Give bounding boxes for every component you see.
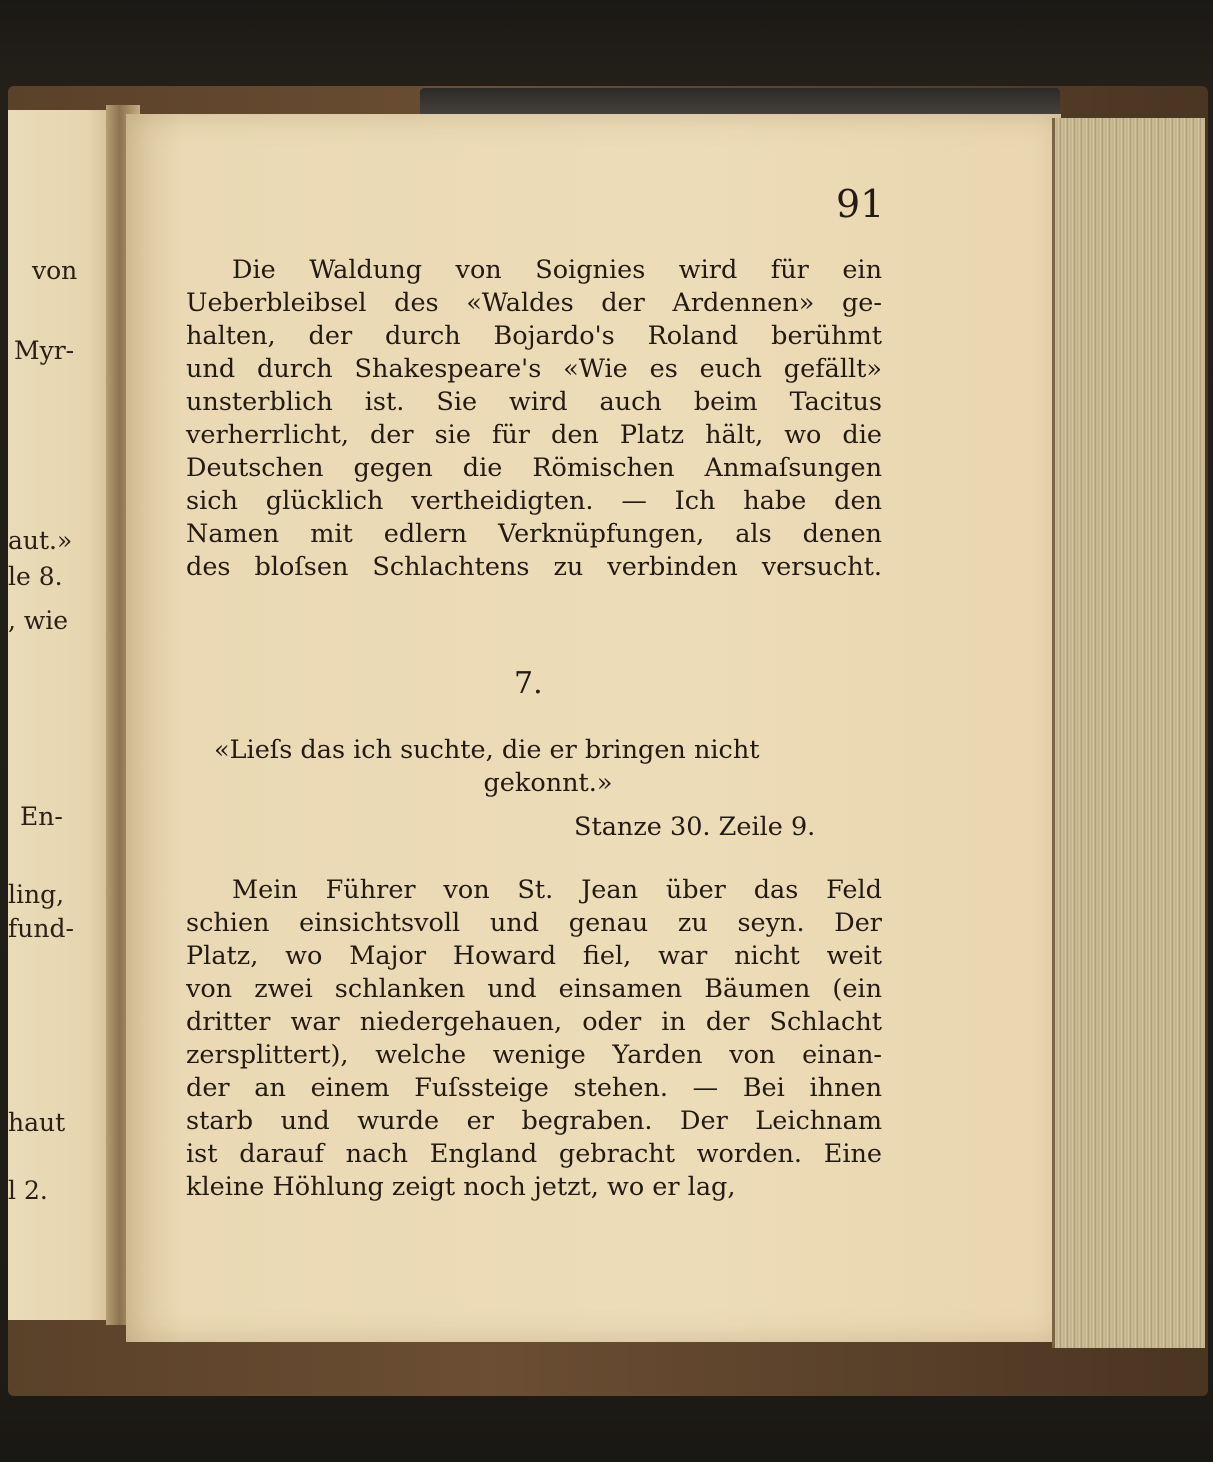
paragraph-1 bbox=[186, 254, 882, 584]
citation: Stanze 30. Zeile 9. bbox=[574, 812, 816, 842]
text-line: Ueberbleibsel des «Waldes der Ardennen» ge- bbox=[186, 288, 882, 318]
left-page-fragment: le 8. bbox=[8, 562, 63, 591]
paragraph-2 bbox=[186, 874, 882, 1204]
left-page-fragment: En- bbox=[20, 802, 63, 831]
quote-line: gekonnt.» bbox=[483, 768, 613, 798]
text-line: dritter war niedergehauen, oder in der Schlacht bbox=[186, 1007, 882, 1037]
text-line: schien einsichtsvoll und genau zu seyn. Der bbox=[186, 908, 882, 938]
left-page-fragment: ling, bbox=[8, 880, 65, 909]
text-line: und durch Shakespeare's «Wie es euch gefällt» bbox=[186, 354, 882, 384]
text-line: Mein Führer von St. Jean über das Feld bbox=[232, 875, 882, 905]
quotation bbox=[214, 734, 882, 800]
text-line: der an einem Fuſssteige stehen. — Bei ihnen bbox=[186, 1073, 882, 1103]
text-line: zersplittert), welche wenige Yarden von einan- bbox=[186, 1040, 882, 1070]
left-page-fragment: , wie bbox=[8, 606, 69, 635]
quote-line: «Lieſs das ich suchte, die er bringen nicht bbox=[214, 735, 760, 765]
text-line: des bloſsen Schlachtens zu verbinden versucht. bbox=[186, 552, 882, 582]
text-line: halten, der durch Bojardo's Roland berühmt bbox=[186, 321, 882, 351]
left-page-fragment: von bbox=[32, 256, 78, 285]
left-page-fragment: Myr- bbox=[14, 336, 75, 365]
page-edges bbox=[1052, 118, 1205, 1348]
left-page-fragment: aut.» bbox=[8, 526, 73, 555]
text-line: kleine Höhlung zeigt noch jetzt, wo er lag, bbox=[186, 1172, 736, 1202]
text-line: Namen mit edlern Verknüpfungen, als denen bbox=[186, 519, 882, 549]
section-number: 7. bbox=[514, 666, 543, 701]
text-line: verherrlicht, der sie für den Platz hält, wo die bbox=[186, 420, 882, 450]
text-line: starb und wurde er begraben. Der Leichnam bbox=[186, 1106, 882, 1136]
left-page-fragment: fund- bbox=[8, 914, 74, 943]
text-line: Platz, wo Major Howard fiel, war nicht weit bbox=[186, 941, 882, 971]
text-line: von zwei schlanken und einsamen Bäumen (ein bbox=[186, 974, 882, 1004]
left-page-fragment: haut bbox=[8, 1108, 66, 1137]
text-line: unsterblich ist. Sie wird auch beim Tacitus bbox=[186, 387, 882, 417]
left-page-fragment: l 2. bbox=[8, 1176, 48, 1205]
text-line: Deutschen gegen die Römischen Anmaſsungen bbox=[186, 453, 882, 483]
text-line: ist darauf nach England gebracht worden. Eine bbox=[186, 1139, 882, 1169]
left-page bbox=[8, 110, 120, 1320]
book-spine-band bbox=[420, 88, 1060, 114]
text-line: sich glücklich vertheidigten. — Ich habe den bbox=[186, 486, 882, 516]
text-line: Die Waldung von Soignies wird für ein bbox=[232, 255, 882, 285]
page-number: 91 bbox=[836, 182, 885, 226]
